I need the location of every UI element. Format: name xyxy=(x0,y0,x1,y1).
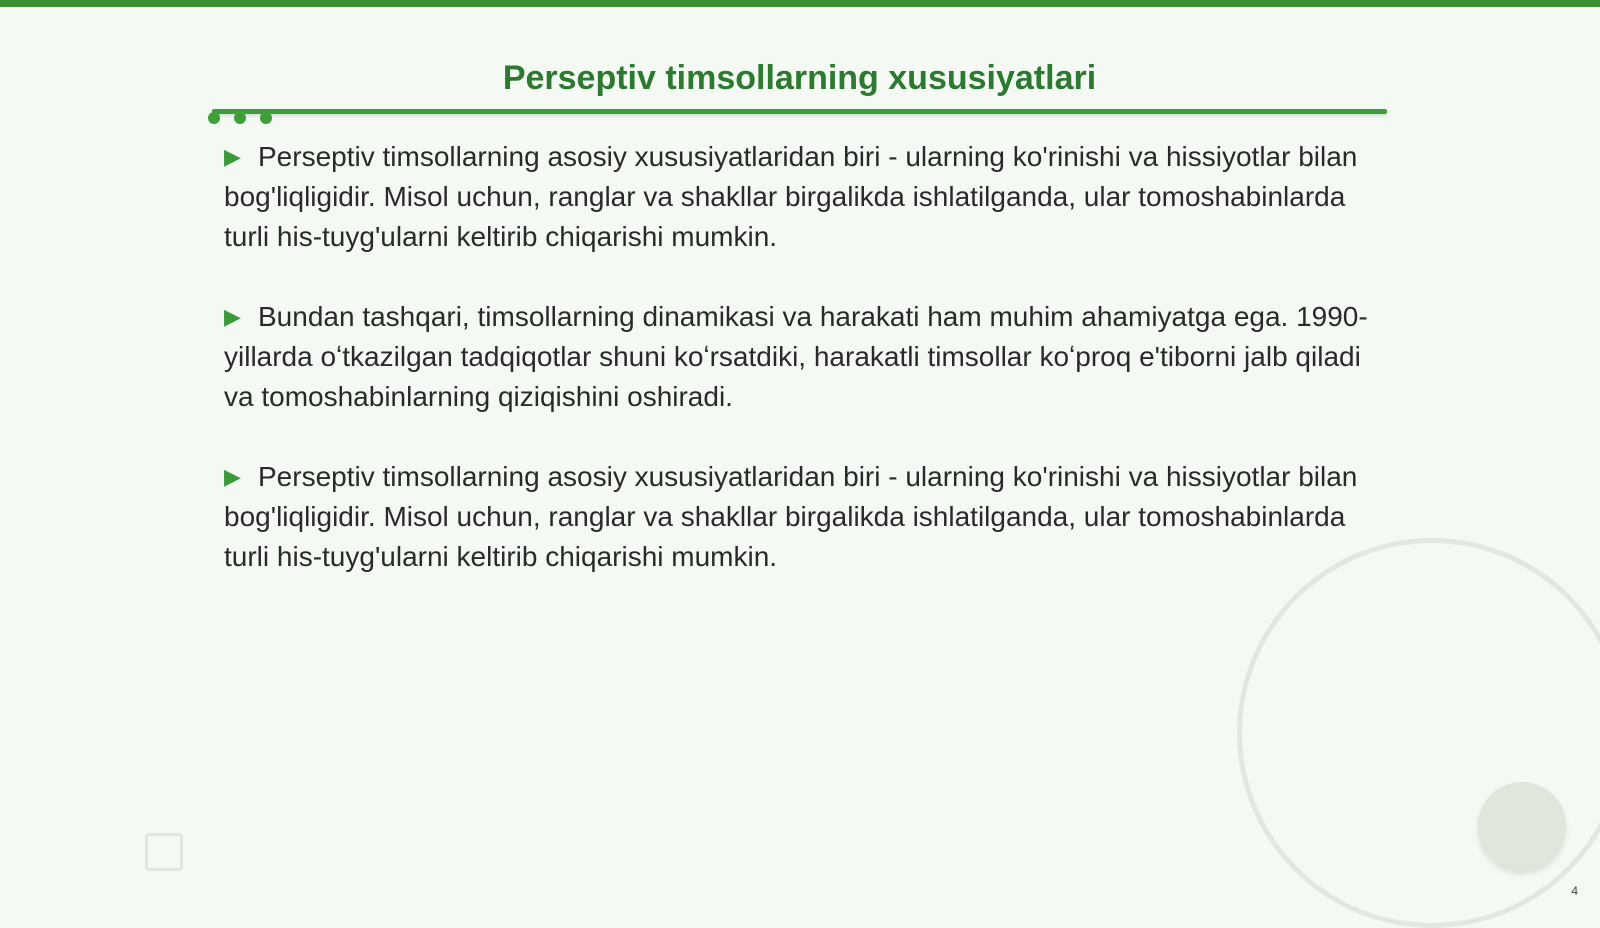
rule-dot xyxy=(260,112,272,124)
triangle-right-icon: ▶ xyxy=(224,304,241,329)
decorative-circle xyxy=(1478,782,1566,870)
bullet-paragraph xyxy=(224,297,1384,417)
top-accent-bar xyxy=(0,0,1600,7)
triangle-right-icon: ▶ xyxy=(224,464,241,489)
page-number: 4 xyxy=(1571,884,1578,898)
bullet-paragraph xyxy=(224,137,1384,257)
slide-title: Perseptiv timsollarning xususiyatlari xyxy=(502,59,1097,97)
bullet-paragraph xyxy=(224,457,1384,577)
slide-content xyxy=(224,137,1384,617)
triangle-right-icon: ▶ xyxy=(224,144,241,169)
title-underline xyxy=(212,109,1387,114)
paragraph-text: Perseptiv timsollarning asosiy xususiyatlaridan biri - ularning ko'rinishi va hissiyotlar bilan bog'liqligidir. Misol uchun, ranglar va shakllar birgalikda ishlatilganda, ular tomoshabinlarda turli his-tuyg'ularni keltirib chiqarishi mumkin. xyxy=(224,461,1358,572)
rule-dot xyxy=(208,112,220,124)
decorative-square xyxy=(145,833,183,871)
rule-dot xyxy=(234,112,246,124)
paragraph-text: Perseptiv timsollarning asosiy xususiyatlaridan biri - ularning ko'rinishi va hissiyotlar bilan bog'liqligidir. Misol uchun, ranglar va shakllar birgalikda ishlatilganda, ular tomoshabinlarda turli his-tuyg'ularni keltirib chiqarishi mumkin. xyxy=(224,141,1358,252)
decorative-ring xyxy=(1237,538,1600,928)
paragraph-text: Bundan tashqari, timsollarning dinamikasi va harakati ham muhim ahamiyatga ega. 1990-yillarda oʻtkazilgan tadqiqotlar shuni koʻrsatdiki, harakatli timsollar koʻproq e'tiborni jalb qiladi va tomoshabinlarning qiziqishini oshiradi. xyxy=(224,301,1368,412)
